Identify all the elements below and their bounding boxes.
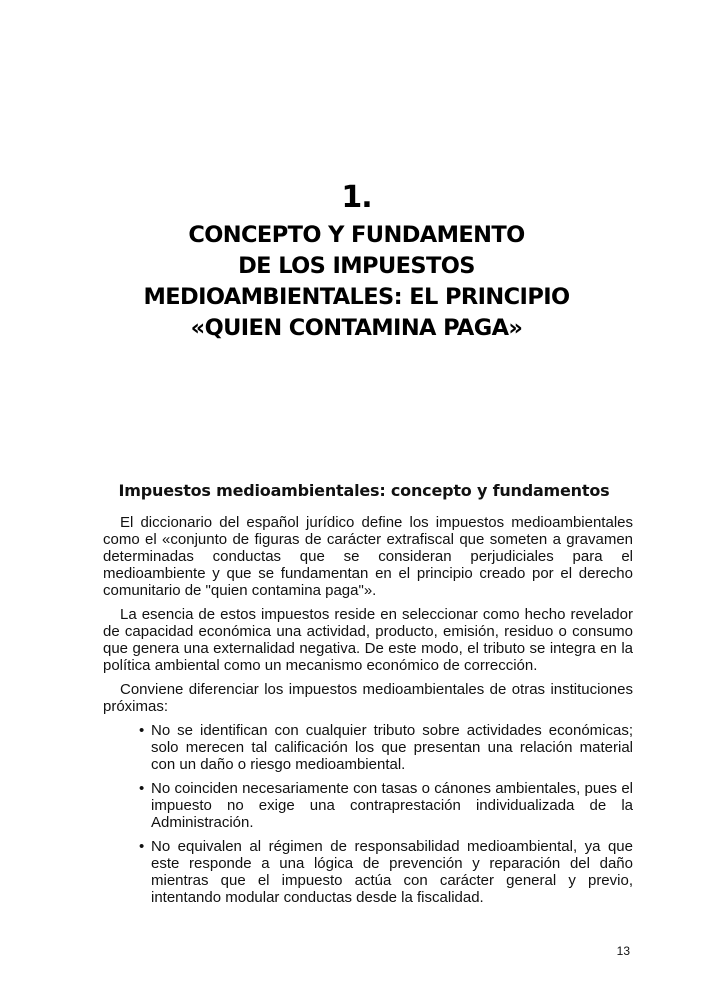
bullet-item	[139, 838, 633, 906]
body-paragraph: Conviene diferenciar los impuestos medioambientales de otras instituciones próximas:	[103, 681, 633, 715]
bullet-item	[139, 780, 633, 831]
bullet-list	[103, 722, 633, 906]
bullet-text: No se identifican con cualquier tributo sobre actividades económicas; solo merecen tal calificación los que presentan una relación material con un daño o riesgo medioambiental.	[151, 722, 633, 773]
chapter-title-line: DE LOS IMPUESTOS	[238, 253, 475, 279]
chapter-number: 1.	[341, 180, 372, 215]
chapter-title-line: MEDIOAMBIENTALES: EL PRINCIPIO	[143, 284, 570, 310]
bullet-text: No coinciden necesariamente con tasas o cánones ambientales, pues el impuesto no exige una contraprestación individualizada de la Administración.	[151, 780, 633, 831]
bullet-dot-icon: •	[139, 838, 145, 855]
chapter-title-line: CONCEPTO Y FUNDAMENTO	[188, 222, 525, 248]
chapter-title	[0, 220, 713, 344]
body-paragraph: El diccionario del español jurídico define los impuestos medioambientales como el «conjunto de figuras de carácter extrafiscal que someten a gravamen determinadas conductas que se consideran perjudiciales para el medioambiente y que se fundamentan en el principio creado por el derecho comunitario de "quien contamina paga"».	[103, 514, 633, 599]
bullet-item	[139, 722, 633, 773]
bullet-text: No equivalen al régimen de responsabilidad medioambiental, ya que este responde a una lógica de prevención y reparación del daño mientras que el impuesto actúa con carácter general y previo, intentando modular conductas desde la fiscalidad.	[151, 838, 633, 906]
bullet-dot-icon: •	[139, 780, 145, 797]
body-paragraph: La esencia de estos impuestos reside en seleccionar como hecho revelador de capacidad económica una actividad, producto, emisión, residuo o consumo que genera una externalidad negativa. De este modo, el tributo se integra en la política ambiental como un mecanismo económico de corrección.	[103, 606, 633, 674]
section-body	[103, 480, 633, 913]
chapter-title-line: «QUIEN CONTAMINA PAGA»	[190, 315, 523, 341]
section-heading: Impuestos medioambientales: concepto y fundamentos	[118, 481, 610, 500]
bullet-dot-icon: •	[139, 722, 145, 739]
chapter-header	[0, 180, 713, 344]
page-number: 13	[616, 944, 630, 958]
